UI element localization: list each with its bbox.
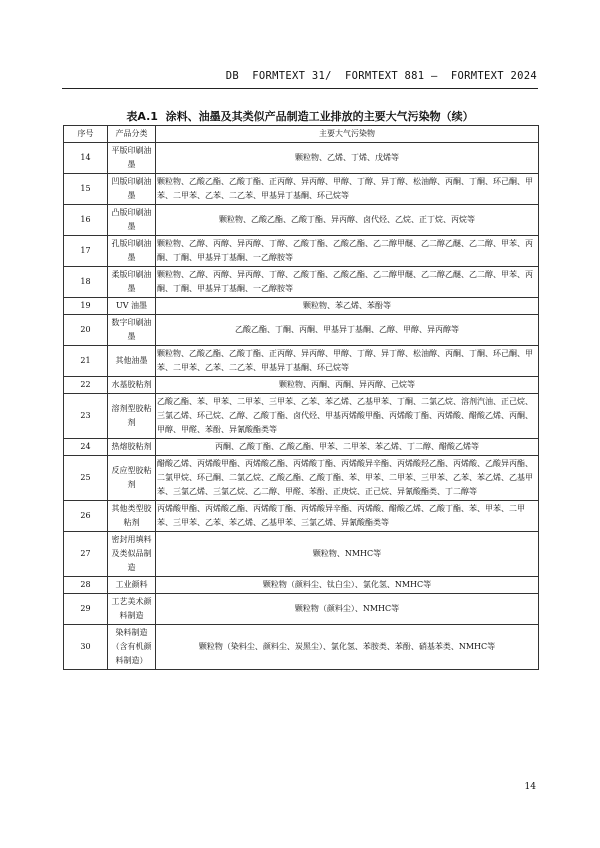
row-number-cell: 26 xyxy=(64,501,108,532)
product-category-cell: UV 油墨 xyxy=(108,298,156,315)
row-number-cell: 17 xyxy=(64,236,108,267)
product-category-cell: 水基胶粘剂 xyxy=(108,377,156,394)
row-number-cell: 24 xyxy=(64,439,108,456)
pollutants-cell: 颗粒物、乙醇、丙醇、异丙醇、丁醇、乙酸丁酯、乙酸乙酯、乙二醇甲醚、乙二醇乙醚、乙二醇、甲苯、丙酮、丁酮、甲基异丁基酮、一乙醇胺等 xyxy=(156,267,539,298)
row-number-cell: 21 xyxy=(64,346,108,377)
table-row xyxy=(64,143,539,174)
table-row xyxy=(64,456,539,501)
pollutant-table xyxy=(63,125,539,670)
row-number-cell: 18 xyxy=(64,267,108,298)
pollutants-cell: 颗粒物、丙酮、丙酮、异丙醇、己烷等 xyxy=(156,377,539,394)
row-number-cell: 30 xyxy=(64,625,108,670)
row-number-cell: 28 xyxy=(64,577,108,594)
table-row xyxy=(64,346,539,377)
pollutants-cell: 颗粒物（颜料尘、钛白尘）、氯化氢、NMHC等 xyxy=(156,577,539,594)
pollutants-cell: 颗粒物（染料尘、颜料尘、炭黑尘）、氯化氢、苯胺类、苯酚、硝基苯类、NMHC等 xyxy=(156,625,539,670)
product-category-cell: 平版印刷油墨 xyxy=(108,143,156,174)
header-rule xyxy=(62,88,538,89)
pollutants-cell: 颗粒物（颜料尘）、NMHC等 xyxy=(156,594,539,625)
row-number-cell: 15 xyxy=(64,174,108,205)
product-category-cell: 染料制造（含有机颜料制造） xyxy=(108,625,156,670)
pollutants-cell: 颗粒物、乙酸乙酯、乙酸丁酯、异丙醇、卤代烃、乙烷、正丁烷、丙烷等 xyxy=(156,205,539,236)
pollutants-cell: 颗粒物、NMHC等 xyxy=(156,532,539,577)
product-category-cell: 其他类型胶粘剂 xyxy=(108,501,156,532)
product-category-cell: 工业颜料 xyxy=(108,577,156,594)
row-number-cell: 16 xyxy=(64,205,108,236)
pollutants-cell: 乙酸乙酯、丁酮、丙酮、甲基异丁基酮、乙醇、甲醇、异丙醇等 xyxy=(156,315,539,346)
table-row xyxy=(64,594,539,625)
column-header-no: 序号 xyxy=(64,126,108,143)
pollutants-cell: 丙酮、乙酸丁酯、乙酸乙酯、甲苯、二甲苯、苯乙烯、丁二醇、醋酸乙烯等 xyxy=(156,439,539,456)
column-header-category: 产品分类 xyxy=(108,126,156,143)
column-header-pollutants: 主要大气污染物 xyxy=(156,126,539,143)
product-category-cell: 数字印刷油墨 xyxy=(108,315,156,346)
product-category-cell: 密封用填料及类似品制造 xyxy=(108,532,156,577)
product-category-cell: 柔版印刷油墨 xyxy=(108,267,156,298)
pollutants-cell: 颗粒物、乙烯、丁烯、戊烯等 xyxy=(156,143,539,174)
product-category-cell: 其他油墨 xyxy=(108,346,156,377)
product-category-cell: 工艺美术颜料制造 xyxy=(108,594,156,625)
row-number-cell: 22 xyxy=(64,377,108,394)
product-category-cell: 反应型胶粘剂 xyxy=(108,456,156,501)
document-header: DB FORMTEXT 31/ FORMTEXT 881 — FORMTEXT 2024 xyxy=(225,70,537,82)
table-row xyxy=(64,205,539,236)
product-category-cell: 凸版印刷油墨 xyxy=(108,205,156,236)
product-category-cell: 溶剂型胶粘剂 xyxy=(108,394,156,439)
pollutants-cell: 乙酸乙酯、苯、甲苯、二甲苯、三甲苯、乙苯、苯乙烯、乙基甲苯、丁酮、二氯乙烷、溶剂汽油、正己烷、三氯乙烯、环己烷、乙醇、乙酸丁酯、卤代烃、甲基丙烯酸甲酯、丙烯酸丁酯、丙烯酸、醋酸乙烯、丙酮、甲醇、甲醛、苯酚、异氰酸酯类等 xyxy=(156,394,539,439)
row-number-cell: 20 xyxy=(64,315,108,346)
table-caption: 表A.1 涂料、油墨及其类似产品制造工业排放的主要大气污染物（续） xyxy=(126,110,474,123)
table-row xyxy=(64,298,539,315)
product-category-cell: 热熔胶粘剂 xyxy=(108,439,156,456)
row-number-cell: 29 xyxy=(64,594,108,625)
pollutants-cell: 醋酸乙烯、丙烯酸甲酯、丙烯酸乙酯、丙烯酸丁酯、丙烯酸异辛酯、丙烯酸羟乙酯、丙烯酸、乙酸异丙酯、二氯甲烷、环己酮、二氯乙烷、乙酸乙酯、乙酸丁酯、苯、甲苯、二甲苯、三甲苯、乙苯、苯乙烯、乙基甲苯、三氯乙烯、三氯乙烷、乙二醇、甲醛、苯酚、正庚烷、正己烷、异氰酸酯类、丁二醇等 xyxy=(156,456,539,501)
product-category-cell: 凹版印刷油墨 xyxy=(108,174,156,205)
row-number-cell: 14 xyxy=(64,143,108,174)
pollutants-cell: 颗粒物、乙酸乙酯、乙酸丁酯、正丙醇、异丙醇、甲醇、丁醇、异丁醇、松油醇、丙酮、丁酮、环己酮、甲苯、二甲苯、乙苯、二乙苯、甲基异丁基酮、环己烷等 xyxy=(156,174,539,205)
pollutants-cell: 丙烯酸甲酯、丙烯酸乙酯、丙烯酸丁酯、丙烯酸异辛酯、丙烯酸、醋酸乙烯、乙酸丁酯、苯、甲苯、二甲苯、三甲苯、乙苯、苯乙烯、乙基甲苯、三氯乙烯、异氰酸酯类等 xyxy=(156,501,539,532)
table-row xyxy=(64,439,539,456)
table-row xyxy=(64,532,539,577)
table-row xyxy=(64,267,539,298)
table-row xyxy=(64,625,539,670)
table-row xyxy=(64,394,539,439)
product-category-cell: 孔版印刷油墨 xyxy=(108,236,156,267)
pollutants-cell: 颗粒物、乙醇、丙醇、异丙醇、丁醇、乙酸丁酯、乙酸乙酯、乙二醇甲醚、乙二醇乙醚、乙二醇、甲苯、丙酮、丁酮、甲基异丁基酮、一乙醇胺等 xyxy=(156,236,539,267)
table-row xyxy=(64,377,539,394)
table-row xyxy=(64,174,539,205)
pollutants-cell: 颗粒物、苯乙烯、苯酚等 xyxy=(156,298,539,315)
table-row xyxy=(64,315,539,346)
row-number-cell: 19 xyxy=(64,298,108,315)
table-row xyxy=(64,236,539,267)
row-number-cell: 23 xyxy=(64,394,108,439)
page-number: 14 xyxy=(524,782,536,792)
row-number-cell: 25 xyxy=(64,456,108,501)
table-row xyxy=(64,577,539,594)
pollutants-cell: 颗粒物、乙酸乙酯、乙酸丁酯、正丙醇、异丙醇、甲醇、丁醇、异丁醇、松油醇、丙酮、丁酮、环己酮、甲苯、二甲苯、乙苯、二乙苯、甲基异丁基酮、环己烷等 xyxy=(156,346,539,377)
row-number-cell: 27 xyxy=(64,532,108,577)
table-row xyxy=(64,501,539,532)
table-header-row xyxy=(64,126,539,143)
